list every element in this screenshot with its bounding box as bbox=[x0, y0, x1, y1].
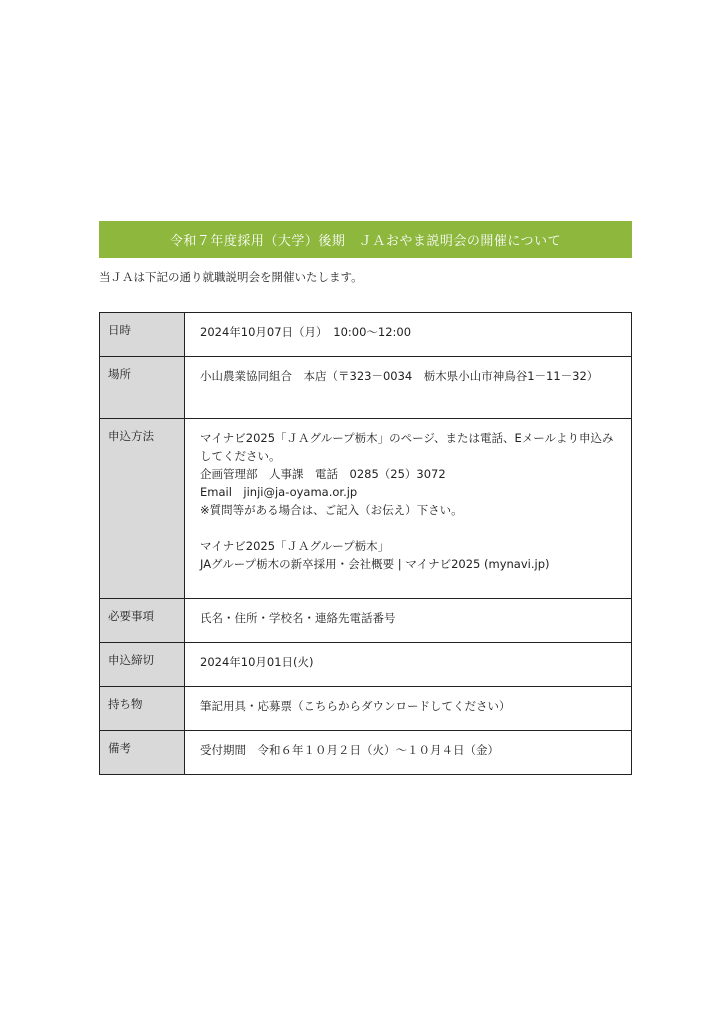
row-label-place: 場所 bbox=[100, 357, 185, 419]
value-line: 氏名・住所・学校名・連絡先電話番号 bbox=[200, 611, 396, 625]
row-label-deadline: 申込締切 bbox=[100, 643, 185, 687]
value-line: マイナビ2025「ＪＡグループ栃木」のページ、または電話、Eメールより申込みしてください。 bbox=[200, 431, 614, 463]
value-line: 2024年10月01日(火) bbox=[200, 655, 314, 669]
row-value-deadline bbox=[185, 643, 632, 687]
row-value-requirements bbox=[185, 599, 632, 643]
row-value-place bbox=[185, 357, 632, 419]
row-label-belongings: 持ち物 bbox=[100, 687, 185, 731]
value-line: 小山農業協同組合 本店（〒323－0034 栃木県小山市神鳥谷1－11－32） bbox=[200, 369, 599, 383]
row-label-requirements: 必要事項 bbox=[100, 599, 185, 643]
row-value-remarks bbox=[185, 731, 632, 775]
row-label-datetime: 日時 bbox=[100, 313, 185, 357]
blank-line bbox=[200, 519, 621, 537]
table-row bbox=[100, 599, 632, 643]
row-value-datetime bbox=[185, 313, 632, 357]
value-line: ※質問等がある場合は、ご記入（お伝え）下さい。 bbox=[200, 503, 463, 517]
info-table bbox=[99, 312, 632, 775]
table-row bbox=[100, 357, 632, 419]
email-line[interactable]: Email jinji@ja-oyama.or.jp bbox=[200, 485, 358, 499]
value-line: 企画管理部 人事課 電話 0285（25）3072 bbox=[200, 467, 446, 481]
title-bar bbox=[99, 221, 632, 258]
table-row bbox=[100, 419, 632, 599]
row-label-apply-method: 申込方法 bbox=[100, 419, 185, 599]
intro-text: 当ＪＡは下記の通り就職説明会を開催いたします。 bbox=[99, 270, 363, 284]
download-link-line[interactable]: 筆記用具・応募票（こちらからダウンロードしてください） bbox=[200, 699, 511, 713]
page-title: 令和７年度採用（大学）後期 ＪＡおやま説明会の開催について bbox=[169, 234, 562, 249]
table-row bbox=[100, 731, 632, 775]
table-row bbox=[100, 643, 632, 687]
value-line: 2024年10月07日（月） 10:00～12:00 bbox=[200, 325, 412, 339]
row-label-remarks: 備考 bbox=[100, 731, 185, 775]
row-value-belongings bbox=[185, 687, 632, 731]
row-value-apply-method bbox=[185, 419, 632, 599]
table-row bbox=[100, 313, 632, 357]
value-line: マイナビ2025「ＪＡグループ栃木」 bbox=[200, 539, 390, 553]
table-row bbox=[100, 687, 632, 731]
value-line: 受付期間 令和６年１０月２日（火）～１０月４日（金） bbox=[200, 743, 499, 757]
mynavi-link[interactable]: JAグループ栃木の新卒採用・会社概要 | マイナビ2025 (mynavi.jp) bbox=[200, 557, 550, 571]
